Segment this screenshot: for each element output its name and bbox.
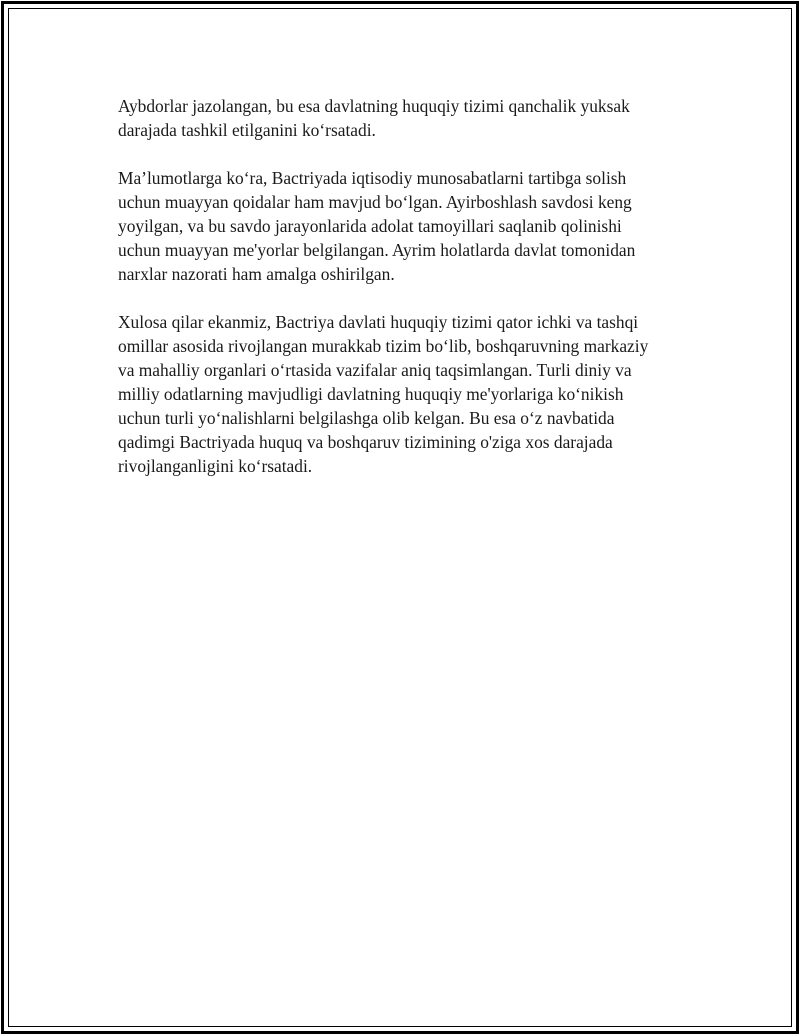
text-line: yoyilgan, va bu savdo jarayonlarida adolat tamoyillari saqlanib qolinishi bbox=[118, 216, 622, 236]
text-line: uchun muayyan me'yorlar belgilangan. Ayrim holatlarda davlat tomonidan bbox=[118, 240, 636, 260]
text-line: qadimgi Bactriyada huquq va boshqaruv tizimining o'ziga xos darajada bbox=[118, 432, 613, 452]
paragraph-3 bbox=[118, 310, 698, 478]
text-line: Ma’lumotlarga ko‘ra, Bactriyada iqtisodiy munosabatlarni tartibga solish bbox=[118, 168, 627, 188]
paragraph-1 bbox=[118, 94, 698, 142]
document-body bbox=[118, 94, 698, 502]
text-line: uchun turli yo‘nalishlarni belgilashga olib kelgan. Bu esa o‘z navbatida bbox=[118, 408, 615, 428]
text-line: rivojlanganligini ko‘rsatadi. bbox=[118, 456, 313, 476]
text-line: milliy odatlarning mavjudligi davlatning huquqiy me'yorlariga ko‘nikish bbox=[118, 384, 624, 404]
text-line: omillar asosida rivojlangan murakkab tizim bo‘lib, boshqaruvning markaziy bbox=[118, 336, 649, 356]
text-line: va mahalliy organlari o‘rtasida vazifalar aniq taqsimlangan. Turli diniy va bbox=[118, 360, 632, 380]
text-line: Xulosa qilar ekanmiz, Bactriya davlati huquqiy tizimi qator ichki va tashqi bbox=[118, 312, 639, 332]
text-line: darajada tashkil etilganini ko‘rsatadi. bbox=[118, 120, 376, 140]
text-line: Aybdorlar jazolangan, bu esa davlatning huquqiy tizimi qanchalik yuksak bbox=[118, 96, 630, 116]
text-line: uchun muayyan qoidalar ham mavjud bo‘lgan. Ayirboshlash savdosi keng bbox=[118, 192, 632, 212]
text-line: narxlar nazorati ham amalga oshirilgan. bbox=[118, 264, 395, 284]
paragraph-2 bbox=[118, 166, 698, 286]
